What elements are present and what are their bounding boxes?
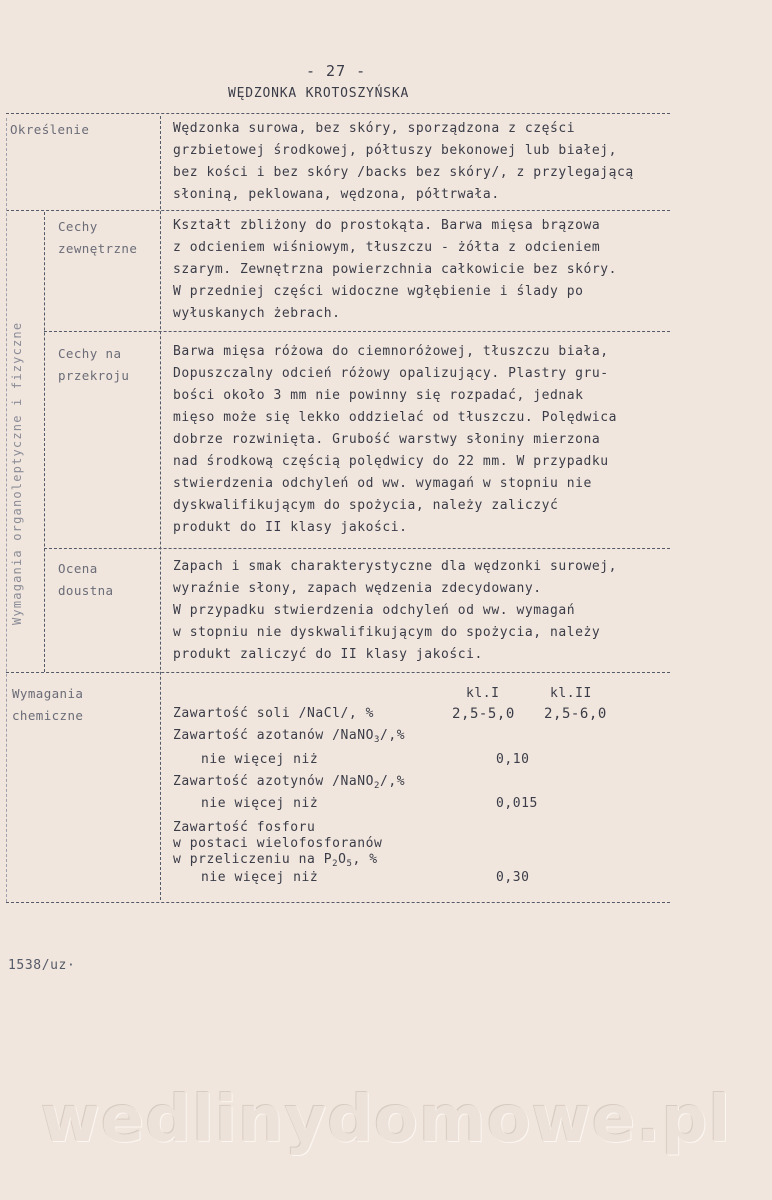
salt-label: Zawartość soli /NaCl/, % [173,706,375,721]
phosphorus-label-unit: , % [352,852,378,867]
phosphorus-label [173,852,378,869]
crosssection-line: Barwa mięsa różowa do ciemnoróżowej, tłuszczu biała, [173,344,609,359]
nitrate-subscript: 3 [374,735,381,745]
nitrite-limit: nie więcej niż [201,796,319,811]
nitrate-value: 0,10 [496,752,530,767]
external-line: z odcieniem wiśniowym, tłuszczu - żółta z odcieniem [173,240,601,255]
phosphorus-value: 0,30 [496,870,530,885]
external-line: W przedniej części widoczne wgłębienie i ślady po [173,284,584,299]
salt-class-1: 2,5-5,0 [452,706,515,722]
phosphorus-oxygen: O [338,852,347,867]
taste-label: doustna [58,583,114,598]
definition-line: bez kości i bez skóry /backs bez skóry/, z przylegającą [173,165,634,180]
chemical-label: Wymagania [12,686,84,701]
class-2-header: kl.II [550,686,592,701]
rule-definition-bottom [6,210,670,211]
taste-label: Ocena [58,561,98,576]
definition-line: grzbietowej środkowej, półtuszy bekonowej lub białej, [173,143,617,158]
crosssection-line: mięso może się lekko oddzielać od tłuszczu. Polędwica [173,410,617,425]
rule-main-column [160,116,161,900]
rule-bottom [6,902,670,903]
rule-top [6,113,670,114]
crosssection-line: stwierdzenia odchyleń od ww. wymagań w stopniu nie [173,476,592,491]
phosphorus-label: w postaci wielofosforanów [173,836,383,851]
crosssection-label: Cechy na [58,346,122,361]
chemical-label: chemiczne [12,708,84,723]
nitrite-label-text: Zawartość azotynów /NaNO [173,774,375,789]
taste-line: Zapach i smak charakterystyczne dla wędzonki surowej, [173,559,617,574]
phosphorus-limit: nie więcej niż [201,870,319,885]
external-line: Kształt zbliżony do prostokąta. Barwa mięsa brązowa [173,218,601,233]
external-label: zewnętrzne [58,241,138,256]
phosphorus-subscript: 2 [332,859,339,869]
external-line: wyłuskanych żebrach. [173,306,341,321]
nitrite-subscript: 2 [374,781,381,791]
external-label: Cechy [58,219,98,234]
rule-external-bottom [44,331,670,332]
footer-reference: 1538/uz· [8,958,76,973]
watermark: wedlinydomowe.pl [40,1083,732,1157]
salt-class-2: 2,5-6,0 [544,706,607,722]
crosssection-line: Dopuszczalny odcień różowy opalizujący. Plastry gru- [173,366,609,381]
page-number: - 27 - [306,62,367,80]
crosssection-label: przekroju [58,368,130,383]
taste-line: produkt zaliczyć do II klasy jakości. [173,647,483,662]
nitrate-label-text: Zawartość azotanów /NaNO [173,728,375,743]
phosphorus-label-text: w przeliczeniu na P [173,852,333,867]
external-line: szarym. Zewnętrzna powierzchnia całkowicie bez skóry. [173,262,617,277]
phosphorus-subscript: 5 [346,859,353,869]
nitrite-label-unit: /,% [380,774,406,789]
crosssection-line: dyskwalifikującym do spożycia, należy zaliczyć [173,498,559,513]
nitrate-label [173,728,405,745]
nitrite-value: 0,015 [496,796,538,811]
nitrite-label [173,774,405,791]
rule-crosssection-bottom [44,548,670,549]
definition-line: słoniną, peklowana, wędzona, półtrwała. [173,187,500,202]
crosssection-line: dobrze rozwinięta. Grubość warstwy słoniny mierzona [173,432,601,447]
rule-left-margin [6,118,7,902]
taste-line: W przypadku stwierdzenia odchyleń od ww. wymagań [173,603,576,618]
definition-label: Określenie [10,122,90,137]
document-title: WĘDZONKA KROTOSZYŃSKA [228,86,410,101]
nitrate-limit: nie więcej niż [201,752,319,767]
crosssection-line: produkt do II klasy jakości. [173,520,408,535]
rule-taste-bottom [6,672,670,673]
crosssection-line: nad środkową częścią polędwicy do 22 mm. W przypadku [173,454,609,469]
organoleptic-side-label: Wymagania organoleptyczne i fizyczne [10,321,24,625]
class-1-header: kl.I [466,686,500,701]
phosphorus-label: Zawartość fosforu [173,820,316,835]
taste-line: w stopniu nie dyskwalifikującym do spożycia, należy [173,625,601,640]
rule-sub-column [44,212,45,672]
nitrate-label-unit: /,% [380,728,406,743]
taste-line: wyraźnie słony, zapach wędzenia zdecydowany. [173,581,542,596]
definition-line: Wędzonka surowa, bez skóry, sporządzona z części [173,121,576,136]
crosssection-line: bości około 3 mm nie powinny się rozpadać, jednak [173,388,584,403]
